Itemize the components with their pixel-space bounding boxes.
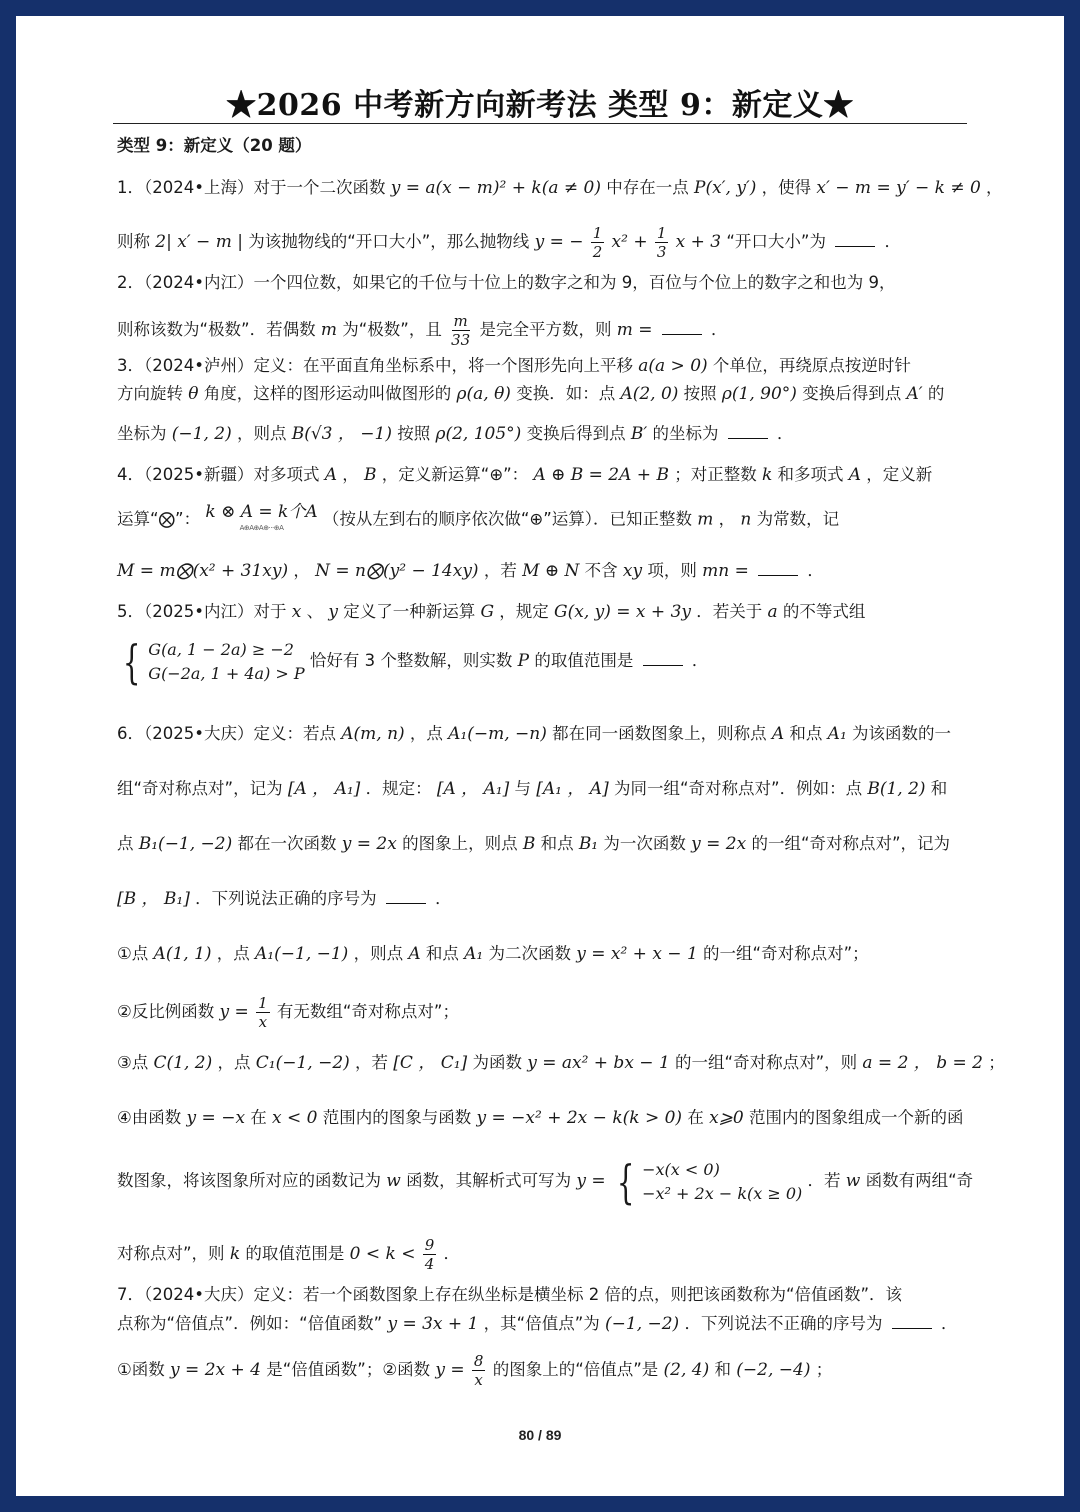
text: 方向旋转 [117, 384, 183, 403]
piece: −x² + 2x − k(x ≥ 0) [642, 1183, 803, 1203]
math: P(x′, y′) [694, 178, 757, 198]
math: m = [616, 320, 653, 340]
inequality-system [148, 638, 304, 686]
text: 的一组“奇对称点对”，则 [675, 1053, 858, 1072]
math: A(2, 0) [620, 384, 679, 404]
text: （按从左到右的顺序依次做“⊕”运算）．已知正整数 [322, 509, 693, 529]
text: 的图象上的“倍值点”是 [492, 1360, 659, 1379]
text: ．若 [807, 1171, 841, 1190]
text: ①点 [117, 944, 149, 963]
text: ． [807, 561, 824, 580]
math: M = m⨂(x² + 31xy) [117, 561, 289, 581]
text: ． [776, 424, 794, 443]
math: C₁(−1, −2) [255, 1053, 350, 1073]
numerator: 1 [592, 224, 603, 242]
text: 的一组“奇对称点对”； [703, 944, 869, 963]
text: 函数，其解析式可写为 [406, 1171, 572, 1190]
denominator: 3 [656, 243, 667, 261]
answer-blank [386, 889, 426, 904]
text: ，使得 [761, 178, 812, 197]
text: 坐标为 [117, 424, 167, 443]
question-6-line-3 [117, 832, 950, 856]
math: 2| x′ − m | [155, 232, 243, 252]
answer-blank [662, 320, 702, 335]
document-title: ★2026 中考新方向新考法 类型 9：新定义★ [226, 88, 854, 123]
question-6-option-4-end [117, 1236, 460, 1273]
page-number: 80 / 89 [518, 1427, 562, 1443]
math: y = [435, 1360, 465, 1380]
math: y = a(x − m)² + k(a ≠ 0) [390, 178, 601, 198]
question-1-line-1 [117, 176, 1003, 200]
question-6-line-1 [117, 722, 951, 746]
math: (−1, −2) [605, 1314, 680, 1334]
math: n [740, 509, 752, 530]
text: 范围内的图象与函数 [322, 1108, 472, 1127]
text: 3．（2024•泸州）定义：在平面直角坐标系中，将一个图形先向上平移 [117, 356, 633, 375]
text: 中存在一点 [606, 178, 689, 197]
text: 的图象上，则点 [402, 834, 518, 853]
text: 函数有两组“奇 [865, 1171, 974, 1190]
text: ④由函数 [117, 1108, 182, 1127]
text: 点 [117, 834, 134, 853]
math: k [229, 1244, 241, 1264]
math: A(1, 1) [153, 944, 212, 964]
math: x [291, 602, 302, 622]
text: 是完全平方数，则 [479, 320, 612, 339]
math: (−2, −4) [736, 1360, 811, 1380]
denominator: 33 [451, 331, 471, 349]
text: ①函数 [117, 1360, 165, 1379]
math: k [761, 465, 773, 485]
math: A [408, 944, 421, 964]
inequality: G(a, 1 − 2a) ≥ −2 [148, 639, 294, 659]
math: 0 < k < [349, 1244, 416, 1264]
fraction [591, 224, 605, 261]
question-6-option-3 [117, 1051, 1005, 1075]
question-4-line-1 [117, 463, 932, 487]
text: 5．（2025•内江）对于 [117, 602, 287, 621]
text: 恰好有 3 个整数解，则实数 [309, 651, 513, 670]
text: 为同一组“奇对称点对”．例如：点 [613, 779, 863, 798]
question-1-line-2 [117, 224, 901, 261]
text: ②反比例函数 [117, 1002, 215, 1021]
text: 和点 [540, 834, 574, 853]
text: 则称 [117, 232, 150, 251]
text: 为常数，记 [756, 509, 840, 529]
math: B′ [630, 424, 648, 444]
question-2-line-1: 2．（2024•内江）一个四位数，如果它的千位与十位上的数字之和为 9，百位与个位上的数字之和也为 9， [117, 273, 896, 292]
math: (−1, 2) [171, 424, 232, 444]
math: [A₁ ， A] [536, 779, 609, 799]
question-6-line-2 [117, 777, 947, 801]
math: a [767, 602, 778, 622]
text: 对称点对”，则 [117, 1244, 225, 1263]
text: 都在同一函数图象上，则称点 [552, 724, 767, 743]
piece: −x(x < 0) [642, 1159, 720, 1179]
math: y = −x [186, 1108, 246, 1128]
text: 定义了一种新运算 [343, 602, 476, 621]
question-6-option-2 [117, 994, 459, 1031]
math: B(√3 ， −1) [291, 424, 392, 444]
text: 都在一次函数 [237, 834, 337, 853]
text: ， [342, 465, 359, 484]
title-underline [113, 123, 967, 124]
text: 运算“⨂”： [117, 509, 201, 529]
text: 项，则 [647, 561, 697, 580]
text: 变换．如：点 [516, 384, 616, 403]
text: ； [815, 1360, 833, 1379]
math: ρ(1, 90°) [721, 384, 797, 404]
question-7-line-1: 7．（2024•大庆）定义：若一个函数图象上存在纵坐标是横坐标 2 倍的点，则把该函数称为“倍值函数”．该 [117, 1285, 903, 1304]
text: 的一组“奇对称点对”，记为 [751, 834, 951, 853]
numerator: m [453, 312, 468, 330]
denominator: 2 [592, 243, 603, 261]
text: ， [293, 561, 310, 580]
math: x⩾0 [709, 1108, 744, 1128]
document-page [16, 16, 1064, 1496]
math: B [364, 465, 377, 485]
math: a(a > 0) [638, 356, 708, 376]
text: 点称为“倍值点”．例如：“倍值函数” [117, 1314, 383, 1333]
question-4-line-3 [117, 559, 824, 583]
text: ．下列说法不正确的序号为 [684, 1314, 883, 1333]
math: [A ， A₁] [436, 779, 510, 799]
text: ．下列说法正确的序号为 [195, 889, 377, 908]
numerator: 1 [258, 994, 268, 1012]
denominator: x [258, 1013, 268, 1031]
math: B(1, 2) [867, 779, 926, 799]
text: ，若 [483, 561, 517, 580]
question-2-line-2 [117, 312, 727, 349]
text: ③点 [117, 1053, 149, 1072]
text: 与 [514, 779, 532, 798]
text: 组“奇对称点对”，记为 [117, 779, 283, 798]
math: w [845, 1171, 861, 1191]
math: xy [622, 561, 643, 581]
answer-blank [835, 232, 875, 247]
question-7-line-3 [117, 1352, 832, 1389]
math: a = 2 ， b = 2 [862, 1053, 983, 1073]
numerator: 8 [473, 1352, 484, 1370]
text: 为该函数的一 [852, 724, 952, 743]
question-3-line-1 [117, 354, 911, 378]
math: y = − [534, 232, 584, 252]
text: ，定义新运算“⊕”： [381, 465, 529, 484]
math: A [324, 465, 338, 485]
math: ρ(2, 105°) [435, 424, 522, 444]
text: 为二次函数 [488, 944, 571, 963]
underbrace-label: A⊕A⊕A⊕···⊕A [239, 524, 284, 532]
math: A₁ [464, 944, 484, 964]
text: 范围内的图象组成一个新的函 [748, 1108, 964, 1127]
math: y = x² + x − 1 [576, 944, 698, 964]
math: A₁(−1, −1) [255, 944, 349, 964]
math: A₁ [827, 724, 847, 744]
fraction [423, 1236, 437, 1273]
answer-blank [643, 651, 683, 666]
math: y = 2x + 4 [170, 1360, 261, 1380]
fraction [449, 312, 472, 349]
text: ； [988, 1053, 1005, 1072]
text: ． [443, 1244, 460, 1263]
question-4-line-2 [117, 504, 839, 536]
text: ． [435, 889, 452, 908]
text: 为一次函数 [603, 834, 686, 853]
text: 的取值范围是 [534, 651, 634, 670]
math: A′ [906, 384, 923, 404]
text: 的取值范围是 [245, 1244, 345, 1263]
text: ． [940, 1314, 958, 1333]
math: y = ax² + bx − 1 [527, 1053, 670, 1073]
question-3-line-2 [117, 382, 944, 406]
text: 的坐标为 [652, 424, 719, 443]
math: M ⊕ N [522, 561, 580, 581]
text: 个单位，再绕原点按逆时针 [712, 356, 911, 375]
answer-blank [728, 424, 768, 439]
denominator: x [474, 1371, 483, 1389]
text: 和 [714, 1360, 732, 1379]
text: 为“极数”，且 [342, 320, 442, 339]
math: y = [219, 1002, 249, 1022]
text: 在 [687, 1108, 704, 1127]
math: [A ， A₁] [287, 779, 361, 799]
text: ， [718, 509, 736, 529]
math: m [697, 509, 714, 530]
math: B [522, 834, 536, 854]
question-5-line-2 [117, 635, 708, 687]
text: ，定义新 [866, 465, 933, 484]
text: 和点 [425, 944, 459, 963]
text: ，点 [216, 944, 250, 963]
math: ρ(a, θ) [456, 384, 511, 404]
text: ，点 [217, 1053, 251, 1072]
math: B₁ [578, 834, 599, 854]
text: 4．（2025•新疆）对多项式 [117, 465, 320, 484]
section-heading: 类型 9：新定义（20 题） [117, 136, 312, 155]
math: w [386, 1171, 401, 1191]
text: ． [710, 320, 728, 339]
math: mn = [702, 561, 749, 581]
text: 则称该数为“极数”．若偶数 [117, 320, 316, 339]
text: ． [884, 232, 901, 251]
math: N = n⨂(y² − 14xy) [315, 561, 479, 581]
text: ；对正整数 [674, 465, 757, 484]
text: ，规定 [499, 602, 549, 621]
math: [C ， C₁] [393, 1053, 468, 1073]
text: 是“倍值函数”；②函数 [266, 1360, 431, 1379]
text: 和多项式 [777, 465, 844, 484]
fraction [655, 224, 669, 261]
text: ，则点 [353, 944, 404, 963]
text: 为该抛物线的“开口大小”，那么抛物线 [248, 232, 530, 251]
math: (2, 4) [663, 1360, 710, 1380]
text: 6．（2025•大庆）定义：若点 [117, 724, 336, 743]
math: y = [576, 1171, 606, 1191]
math: A [848, 465, 862, 485]
denominator: 4 [424, 1255, 435, 1273]
text: 变换后得到点 [802, 384, 902, 403]
numerator: 9 [424, 1236, 435, 1254]
text: 的 [927, 384, 945, 403]
text: 1．（2024•上海）对于一个二次函数 [117, 178, 386, 197]
math: A(m, n) [341, 724, 405, 744]
text: ，则点 [236, 424, 287, 443]
math: A ⊕ B = 2A + B [533, 465, 669, 485]
text: ，若 [355, 1053, 389, 1072]
left-brace: { [122, 634, 141, 689]
text: 在 [250, 1108, 267, 1127]
answer-blank [758, 561, 798, 576]
math: y = 2x [341, 834, 397, 854]
math: A₁(−m, −n) [448, 724, 547, 744]
piecewise-definition [642, 1158, 802, 1206]
question-3-line-3 [117, 422, 793, 446]
math: B₁(−1, −2) [138, 834, 233, 854]
math: [B ， B₁] [117, 889, 190, 909]
math: θ [188, 384, 199, 404]
fraction [256, 994, 270, 1031]
question-5-line-1 [117, 600, 865, 624]
text: 为函数 [472, 1053, 522, 1072]
text: ， [986, 178, 1003, 197]
math: m [320, 320, 337, 340]
text: 的不等式组 [782, 602, 866, 621]
text: 和点 [789, 724, 823, 743]
math: x + 3 [675, 232, 722, 252]
math: y = −x² + 2x − k(k > 0) [476, 1108, 683, 1128]
text: 、 [306, 602, 324, 621]
math: k ⊗ A = k个A [205, 502, 318, 522]
k-operator-definition [205, 504, 317, 536]
text: 按照 [397, 424, 431, 443]
inequality: G(−2a, 1 + 4a) > P [148, 663, 305, 683]
text: 角度，这样的图形运动叫做图形的 [203, 384, 452, 403]
fraction [472, 1352, 486, 1389]
text: “开口大小”为 [726, 232, 826, 251]
text: ．若关于 [696, 602, 763, 621]
text: 按照 [683, 384, 717, 403]
text: 有无数组“奇对称点对”； [276, 1002, 459, 1021]
math: y = 2x [691, 834, 747, 854]
math: x′ − m = y′ − k ≠ 0 [816, 178, 981, 198]
text: ，其“倍值点”为 [483, 1314, 600, 1333]
text: 数图象，将该图象所对应的函数记为 [117, 1171, 381, 1190]
text: ． [691, 651, 709, 670]
math: G(x, y) = x + 3y [554, 602, 691, 622]
question-7-line-2 [117, 1312, 957, 1336]
text: 变换后得到点 [526, 424, 626, 443]
math: G [480, 602, 495, 622]
math: y [328, 602, 338, 622]
answer-blank [892, 1314, 932, 1329]
text: 和 [930, 779, 948, 798]
math: C(1, 2) [153, 1053, 213, 1073]
text: ．规定： [365, 779, 432, 798]
text: 不含 [584, 561, 618, 580]
numerator: 1 [656, 224, 667, 242]
question-6-option-4 [117, 1106, 963, 1130]
left-brace: { [616, 1154, 635, 1209]
question-6-line-4 [117, 887, 452, 911]
math: A [771, 724, 785, 744]
text: ，点 [409, 724, 443, 743]
math: y = 3x + 1 [387, 1314, 479, 1334]
question-6-option-1 [117, 942, 869, 966]
math: x² + [611, 232, 648, 252]
math: P [517, 651, 530, 671]
math: x < 0 [272, 1108, 318, 1128]
question-6-option-4-cont [117, 1155, 973, 1207]
